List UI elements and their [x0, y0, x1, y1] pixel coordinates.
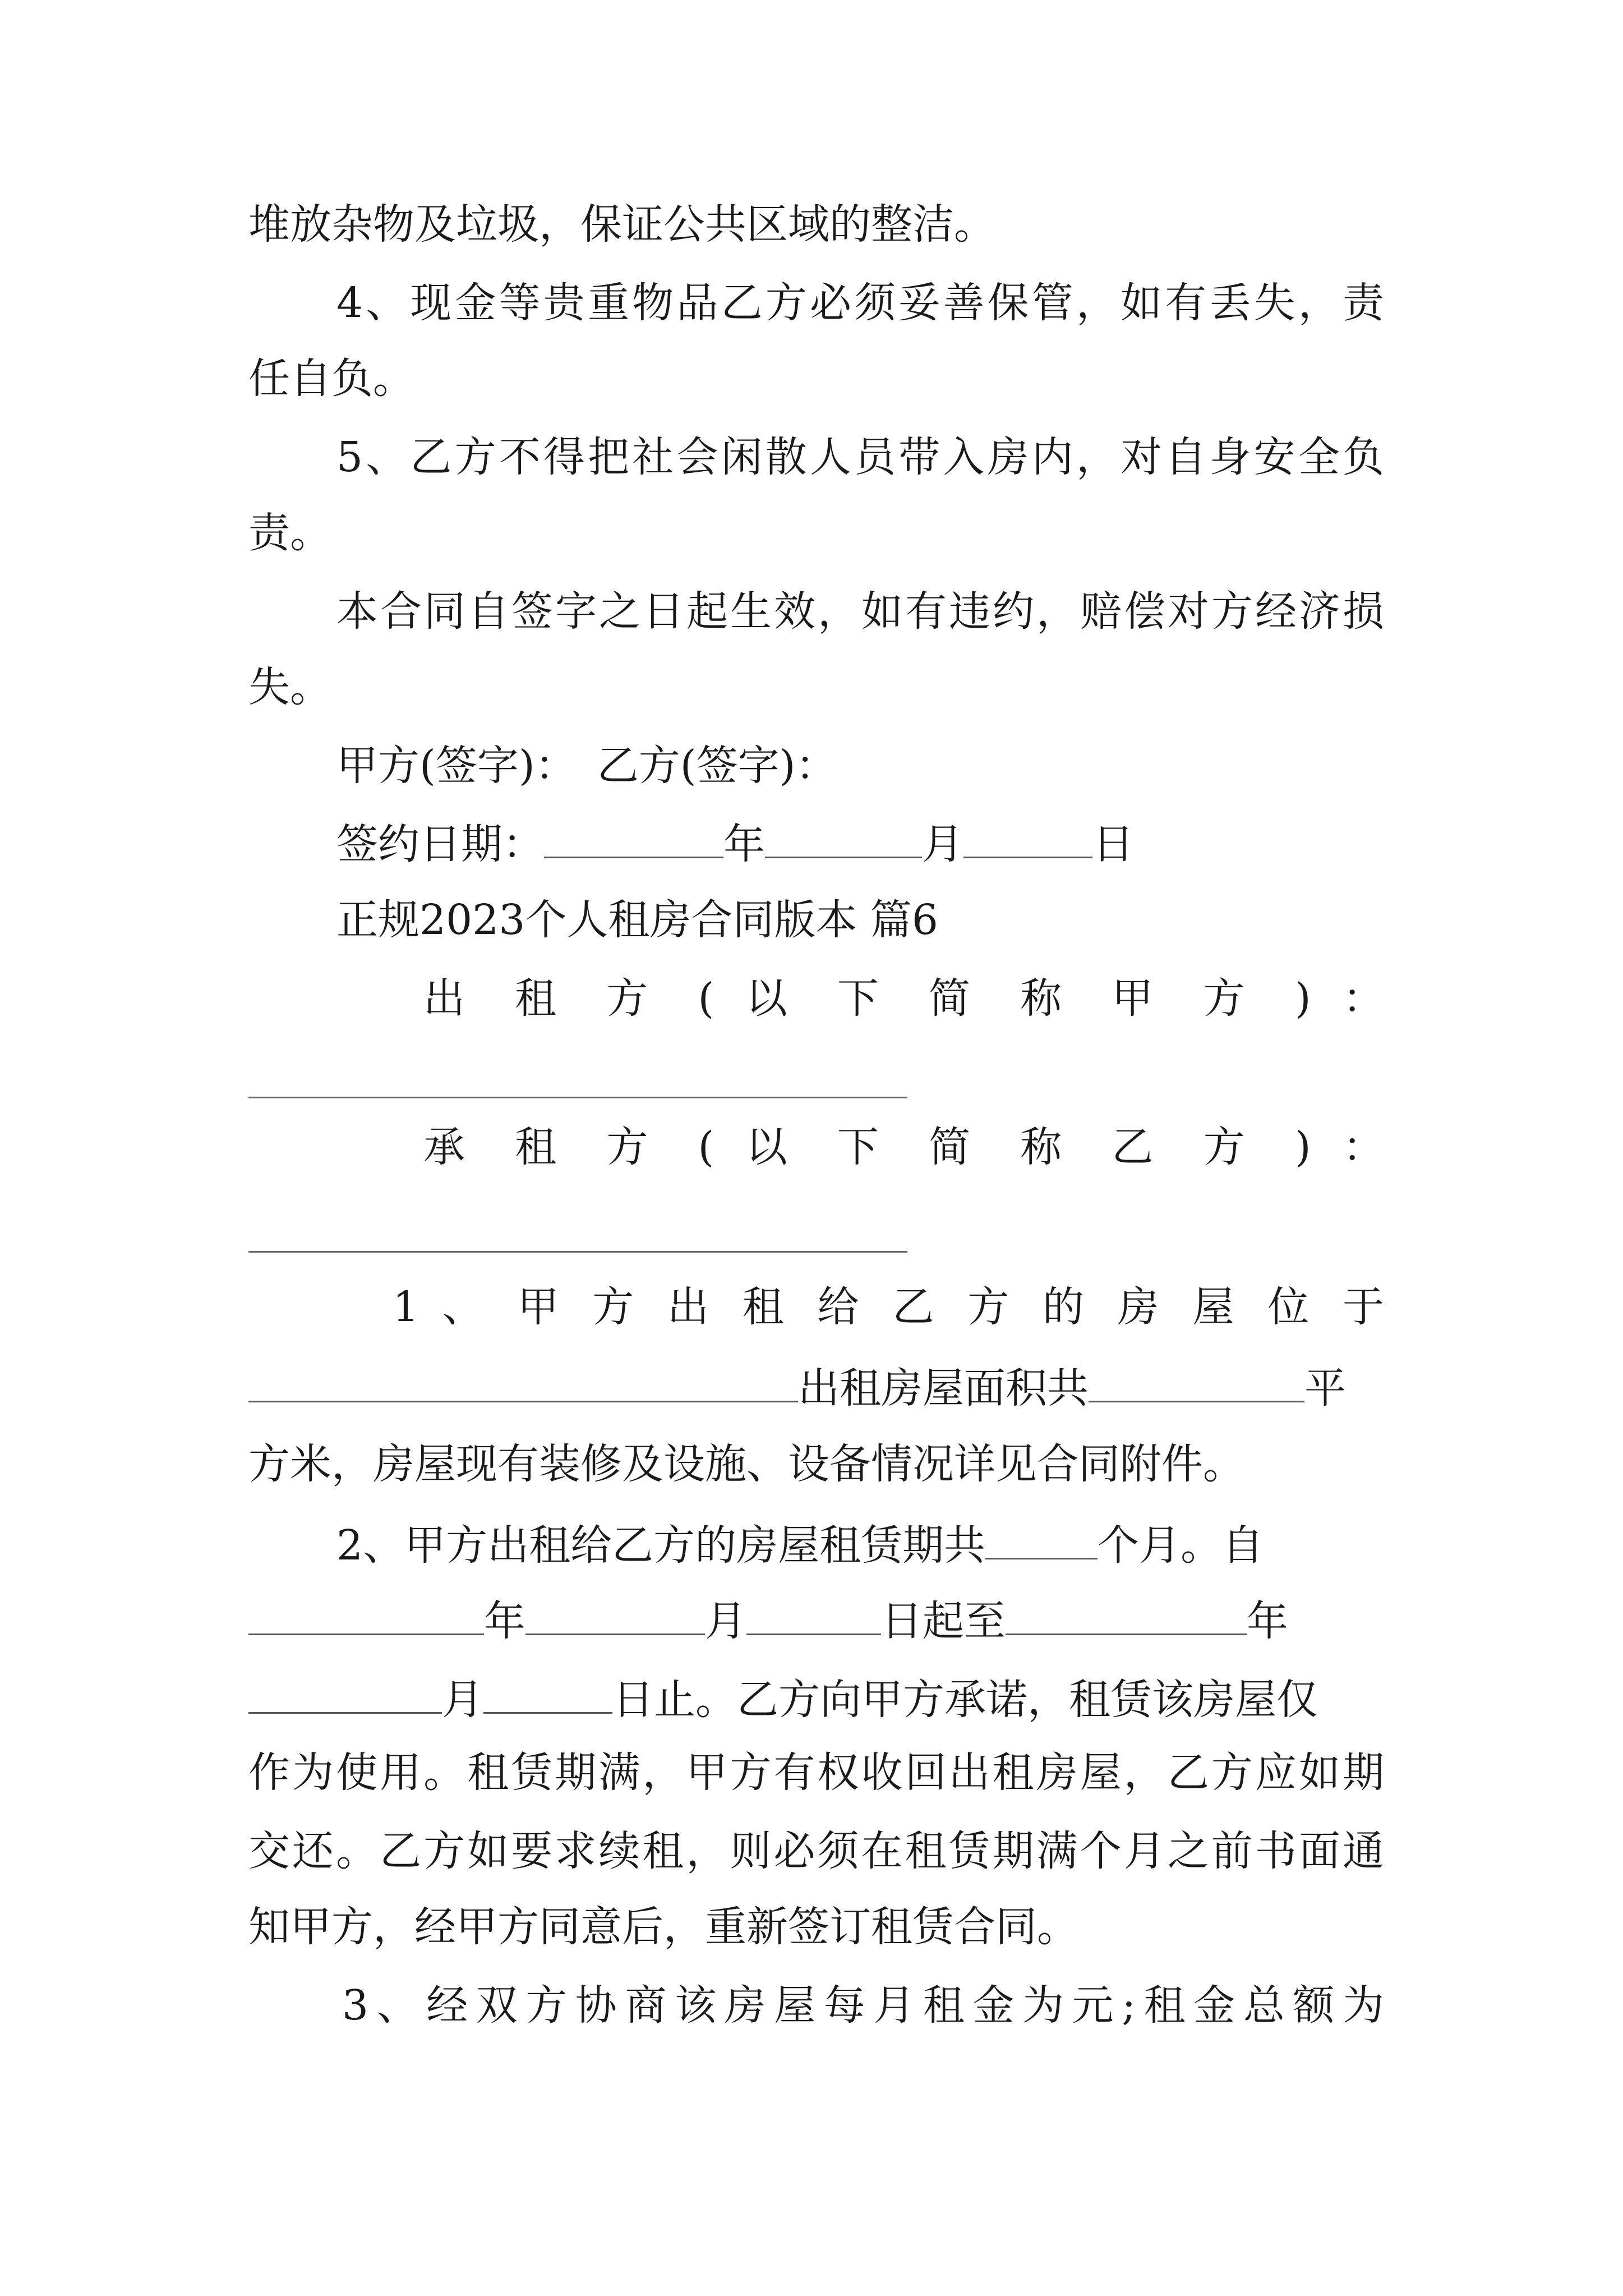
- lessor-line: 出 租 方 ( 以 下 简 称 甲 方 ) ：: [423, 974, 1384, 1023]
- blank-field: [544, 816, 723, 858]
- blank-field: [248, 1593, 484, 1635]
- blank-field: [248, 1672, 442, 1714]
- paragraph-line: 4、现金等贵重物品乙方必须妥善保管，如有丢失，责: [336, 279, 1384, 327]
- paragraph-line: 责。: [248, 509, 331, 557]
- clause-line: 3、经双方协商该房屋每月租金为元;租金总额为: [342, 1981, 1384, 2030]
- start-year-label: 年: [484, 1597, 525, 1645]
- paragraph-line: 堆放杂物及垃圾，保证公共区域的整洁。: [248, 200, 995, 249]
- blank-field: [985, 1517, 1098, 1559]
- section-heading: 正规2023个人租房合同版本 篇6: [336, 896, 938, 944]
- term-unit: 个月。自: [1098, 1521, 1264, 1570]
- blank-field: [483, 1672, 612, 1714]
- end-day-label: 日止。乙方向甲方承诺，租赁该房屋仅: [612, 1676, 1318, 1724]
- signing-date-line: [336, 816, 1472, 867]
- end-year-label: 年: [1247, 1597, 1288, 1645]
- date-day-label: 日: [1092, 820, 1134, 868]
- clause-line: 1 、 甲 方 出 租 给 乙 方 的 房 屋 位 于: [393, 1283, 1384, 1331]
- start-day-label: 日起至: [881, 1597, 1006, 1645]
- blank-field: [963, 816, 1092, 858]
- clause-line: 方米，房屋现有装修及设施、设备情况详见合同附件。: [248, 1440, 1244, 1488]
- end-month-label: 月: [442, 1676, 483, 1724]
- paragraph-line: 失。: [248, 663, 331, 711]
- paragraph-line: 本合同自签字之日起生效，如有违约，赔偿对方经济损: [336, 587, 1384, 636]
- clause-line: 知甲方，经甲方同意后，重新签订租赁合同。: [248, 1903, 1078, 1951]
- date-month-label: 月: [922, 820, 963, 868]
- paragraph-line: 任自负。: [248, 355, 414, 403]
- clause-line: [336, 1517, 1384, 1568]
- clause-line: 作为使用。租赁期满，甲方有权收回出租房屋，乙方应如期: [248, 1749, 1384, 1797]
- paragraph-line: 5、乙方不得把社会闲散人员带入房内，对自身安全负: [336, 433, 1384, 481]
- blank-line: [248, 1097, 907, 1098]
- start-month-label: 月: [705, 1597, 746, 1645]
- area-label: 出租房屋面积共: [798, 1364, 1089, 1412]
- clause-line: 交还。乙方如要求续租，则必须在租赁期满个月之前书面通: [248, 1827, 1384, 1875]
- signature-line: 甲方(签字)： 乙方(签字)：: [336, 742, 837, 790]
- blank-line: [248, 1251, 907, 1253]
- blank-field: [765, 816, 922, 858]
- clause-line: [248, 1593, 1384, 1644]
- blank-field: [746, 1593, 881, 1635]
- date-year-label: 年: [723, 820, 765, 868]
- blank-field: [1006, 1593, 1247, 1635]
- clause-line: [248, 1672, 1384, 1722]
- blank-field: [525, 1593, 705, 1635]
- blank-field: [1089, 1360, 1304, 1402]
- area-unit: 平: [1304, 1364, 1346, 1412]
- blank-field: [248, 1360, 798, 1402]
- clause-line: [248, 1360, 1384, 1411]
- date-label: 签约日期：: [336, 820, 544, 868]
- lessee-line: 承 租 方 ( 以 下 简 称 乙 方 ) ：: [423, 1123, 1384, 1171]
- term-label: 2、甲方出租给乙方的房屋租赁期共: [336, 1521, 986, 1570]
